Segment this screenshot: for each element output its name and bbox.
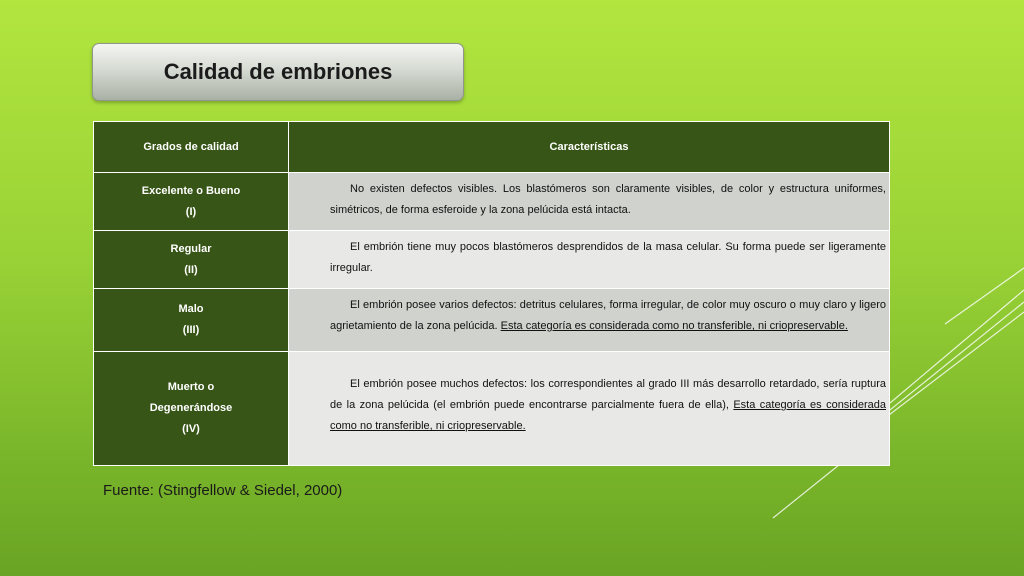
source-citation: Fuente: (Stingfellow & Siedel, 2000) bbox=[103, 482, 343, 499]
description-note: Esta categoría es considerada como no transferible, ni criopreservable. bbox=[330, 399, 887, 432]
grade-label: Degenerándose bbox=[149, 402, 233, 414]
slide-title: Calidad de embriones bbox=[163, 59, 393, 84]
description-text bbox=[330, 295, 886, 337]
deco-line bbox=[945, 268, 1024, 324]
title-box bbox=[92, 43, 464, 101]
table-row bbox=[94, 289, 890, 352]
grade-label: Excelente o Bueno bbox=[141, 184, 241, 197]
description-note: Esta categoría es considerada como no transferible, ni criopreservable. bbox=[500, 320, 848, 332]
grade-cell bbox=[94, 173, 289, 231]
description-cell bbox=[289, 173, 890, 231]
grade-numeral: (III) bbox=[182, 324, 200, 336]
grade-cell bbox=[94, 352, 289, 466]
table-header-row bbox=[94, 122, 890, 173]
table-row bbox=[94, 173, 890, 231]
quality-grades-table bbox=[93, 121, 890, 466]
table-row bbox=[94, 352, 890, 466]
grade-numeral: (IV) bbox=[182, 423, 200, 435]
description-main: El embrión posee muchos defectos: los correspondientes al grado III más desarrollo retardado, sería ruptura de la zona pelúcida (el embrión puede encontrarse parcialmente fuera de ella), bbox=[330, 378, 886, 411]
description-text: No existen defectos visibles. Los blastómeros son claramente visibles, de color y estructura uniformes, simétricos, de forma esferoide y la zona pelúcida está intacta. bbox=[330, 183, 886, 216]
table-row bbox=[94, 231, 890, 289]
deco-line bbox=[890, 290, 1024, 403]
deco-line bbox=[872, 312, 1024, 428]
description-text bbox=[330, 374, 886, 437]
grade-cell bbox=[94, 231, 289, 289]
grade-numeral: (I) bbox=[185, 205, 197, 218]
grade-label: Regular bbox=[170, 242, 212, 255]
grade-cell bbox=[94, 289, 289, 352]
description-text: El embrión tiene muy pocos blastómeros desprendidos de la masa celular. Su forma puede ser ligeramente irregular. bbox=[330, 241, 886, 274]
grade-label: Malo bbox=[178, 303, 204, 315]
description-cell bbox=[289, 231, 890, 289]
header-grades: Grados de calidad bbox=[94, 122, 289, 173]
header-characteristics: Características bbox=[289, 122, 890, 173]
description-cell bbox=[289, 289, 890, 352]
grade-numeral: (II) bbox=[184, 263, 198, 276]
grade-label: Muerto o bbox=[167, 381, 215, 393]
description-cell bbox=[289, 352, 890, 466]
description-main: El embrión posee varios defectos: detritus celulares, forma irregular, de color muy oscuro o muy claro y ligero agrietamiento de la zona pelúcida. bbox=[330, 299, 886, 332]
